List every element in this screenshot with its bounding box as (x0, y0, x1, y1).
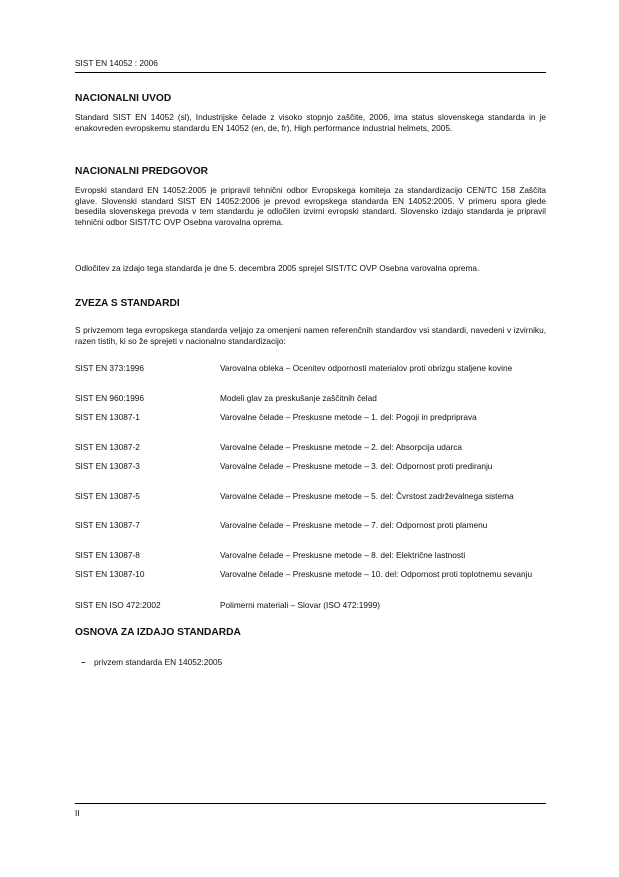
header-rule (75, 72, 546, 73)
standard-title: Modeli glav za preskušanje zaščitnih čelad (220, 393, 377, 403)
predgovor-paragraph-1: Evropski standard EN 14052:2005 je pripravil tehnični odbor Evropskega komiteja za standardizacijo CEN/TC 158 Zaščita glave. Slovenski standard SIST EN 14052:2006 je prevod evropskega standarda EN 14052:2005. V primeru spora glede besedila slovenskega prevoda v tem standardu je odločilen izvirni evropski standard. Slovensko izdajo standarda je pripravil tehnični odbor SIST/TC OVP Osebna varovalna oprema. (75, 185, 546, 227)
standard-code: SIST EN 13087-3 (75, 461, 140, 471)
standard-title: Varovalne čelade – Preskusne metode – 2. del: Absorpcija udarca (220, 442, 462, 452)
standard-code: SIST EN ISO 472:2002 (75, 600, 161, 610)
predgovor-paragraph-2: Odločitev za izdajo tega standarda je dne 5. decembra 2005 sprejel SIST/TC OVP Osebna varovalna oprema. (75, 263, 480, 273)
standard-code: SIST EN 13087-2 (75, 442, 140, 452)
standard-code: SIST EN 960:1996 (75, 393, 145, 403)
standard-code: SIST EN 13087-10 (75, 569, 145, 579)
zveza-intro: S privzemom tega evropskega standarda veljajo za omenjeni namen referenčnih standardov vsi standardi, navedeni v izvirniku, razen tistih, ki so že sprejeti v nacionalno standardizacijo: (75, 325, 546, 346)
heading-zveza-s-standardi: ZVEZA S STANDARDI (75, 298, 180, 309)
standard-title: Varovalne čelade – Preskusne metode – 3. del: Odpornost proti prediranju (220, 461, 493, 471)
standard-code: SIST EN 13087-5 (75, 491, 140, 501)
standard-code: SIST EN 13087-8 (75, 550, 140, 560)
bullet-text: privzem standarda EN 14052:2005 (94, 657, 223, 667)
footer-rule (75, 803, 546, 804)
bullet-dash: – (81, 657, 86, 667)
standard-title: Polimerni materiali – Slovar (ISO 472:1999) (220, 600, 381, 610)
running-header: SIST EN 14052 : 2006 (75, 58, 158, 68)
standard-title: Varovalne čelade – Preskusne metode – 5. del: Čvrstost zadrževalnega sistema (220, 491, 514, 501)
heading-nacionalni-predgovor: NACIONALNI PREDGOVOR (75, 166, 209, 177)
standard-title: Varovalne čelade – Preskusne metode – 8. del: Električne lastnosti (220, 550, 466, 560)
heading-nacionalni-uvod: NACIONALNI UVOD (75, 93, 172, 104)
standard-code: SIST EN 13087-7 (75, 520, 140, 530)
page-number: II (75, 808, 80, 818)
standard-title: Varovalne čelade – Preskusne metode – 7. del: Odpornost proti plamenu (220, 520, 488, 530)
standard-code: SIST EN 373:1996 (75, 363, 145, 373)
standard-code: SIST EN 13087-1 (75, 412, 140, 422)
standard-title: Varovalne čelade – Preskusne metode – 10. del: Odpornost proti toplotnemu sevanju (220, 569, 533, 579)
uvod-paragraph: Standard SIST EN 14052 (sl), Industrijske čelade z visoko stopnjo zaščite, 2006, ima status slovenskega standarda in je enakovreden evropskemu standardu EN 14052 (en, de, fr), High performance industrial helmets, 2005. (75, 112, 546, 133)
standard-title: Varovalna obleka – Ocenitev odpornosti materialov proti obrizgu staljene kovine (220, 363, 513, 373)
standard-title: Varovalne čelade – Preskusne metode – 1. del: Pogoji in predpriprava (220, 412, 477, 422)
heading-osnova-za-izdajo: OSNOVA ZA IZDAJO STANDARDA (75, 627, 241, 638)
